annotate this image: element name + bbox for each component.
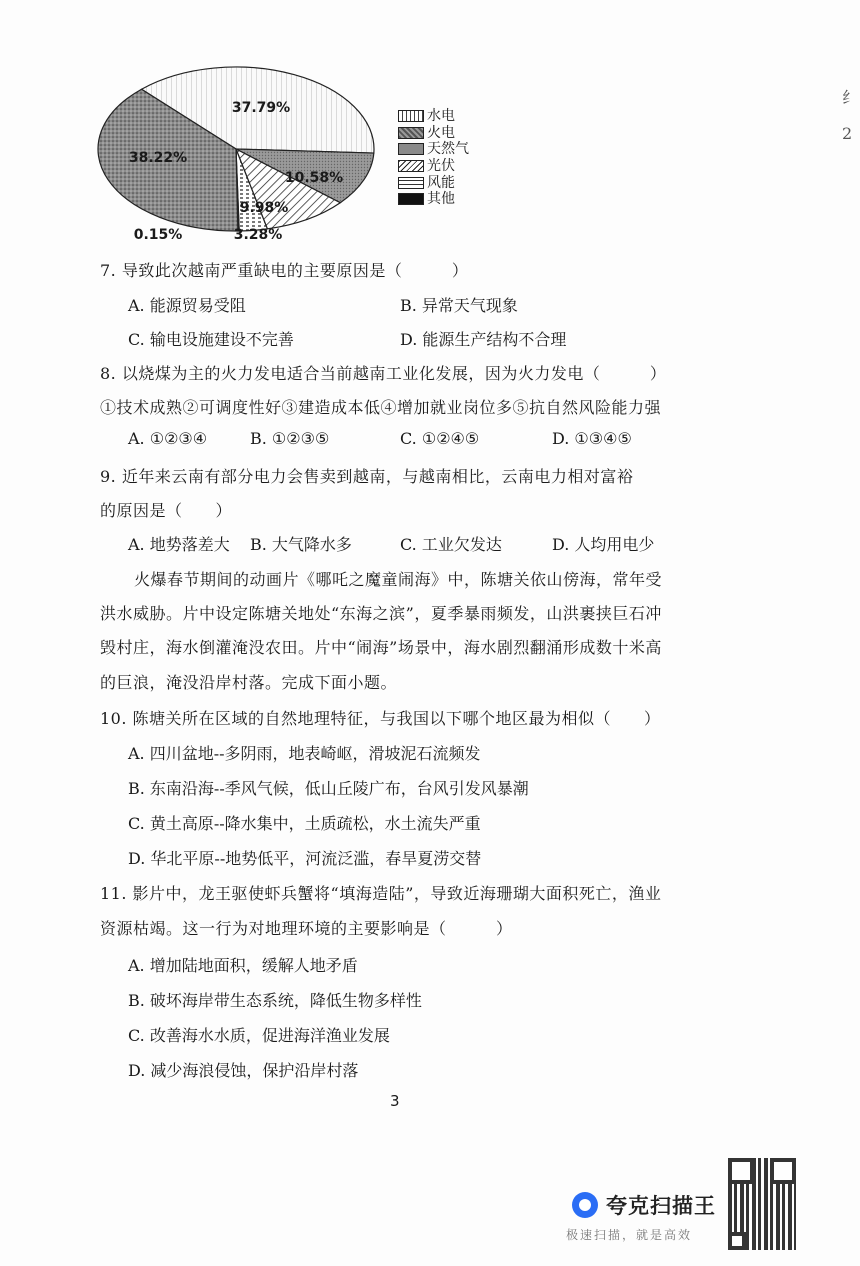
legend-label-other: 其他 (427, 191, 455, 208)
question-8-option-c: C. ①②④⑤ (400, 429, 480, 448)
question-10-option-c: C. 黄土高原--降水集中，土质疏松，水土流失严重 (128, 814, 481, 833)
scanner-watermark (564, 1180, 724, 1250)
pie-label-other: 0.15% (133, 227, 183, 243)
passage-line-3: 毁村庄，海水倒灌淹没农田。片中“闹海”场景中，海水剧烈翻涌形成数十米高 (100, 638, 662, 657)
legend-swatch-hydro (398, 110, 424, 122)
legend-item-other (398, 191, 508, 208)
passage-line-1: 火爆春节期间的动画片《哪吒之魔童闹海》中，陈塘关依山傍海，常年受 (134, 570, 663, 589)
pie-label-hydro: 37.79% (231, 100, 291, 116)
scanner-logo-icon (572, 1192, 598, 1218)
question-10-option-b: B. 东南沿海--季风气候，低山丘陵广布，台风引发风暴潮 (128, 779, 529, 798)
question-10-option-d: D. 华北平原--地势低平，河流泛滥，春旱夏涝交替 (128, 849, 482, 868)
edge-char: 2 (842, 124, 853, 143)
question-9-option-a: A. 地势落差大 (128, 535, 230, 554)
legend-item-gas (398, 141, 508, 158)
question-11-stem-line2: 资源枯竭。这一行为对地理环境的主要影响是（ ） (100, 919, 513, 938)
question-11-option-d: D. 减少海浪侵蚀，保护沿岸村落 (128, 1061, 359, 1080)
question-9-stem-line2: 的原因是（ ） (100, 501, 233, 520)
passage-line-2: 洪水威胁。片中设定陈塘关地处“东海之滨”，夏季暴雨频发，山洪裹挟巨石冲 (100, 604, 662, 623)
legend-label-thermal: 火电 (427, 124, 455, 141)
legend-swatch-solar (398, 160, 424, 172)
question-9-stem-line1: 9. 近年来云南有部分电力会售卖到越南，与越南相比，云南电力相对富裕 (100, 467, 634, 486)
cropped-edge-text (842, 80, 860, 152)
question-11-option-a: A. 增加陆地面积，缓解人地矛盾 (128, 956, 358, 975)
chart-legend (398, 108, 508, 208)
legend-item-hydro (398, 108, 508, 125)
question-9-option-d: D. 人均用电少 (552, 535, 655, 554)
page-number: 3 (390, 1092, 400, 1110)
question-11-option-b: B. 破坏海岸带生态系统，降低生物多样性 (128, 991, 422, 1010)
question-9-option-b: B. 大气降水多 (250, 535, 352, 554)
legend-swatch-thermal (398, 127, 424, 139)
question-8-items: ①技术成熟②可调度性好③建造成本低④增加就业岗位多⑤抗自然风险能力强 (100, 398, 662, 417)
pie-label-wind: 3.28% (233, 227, 283, 243)
question-10-option-a: A. 四川盆地--多阴雨，地表崎岖，滑坡泥石流频发 (128, 744, 481, 763)
pie-label-thermal: 38.22% (128, 150, 188, 166)
edge-char: 纟 (842, 88, 859, 107)
question-7-option-a: A. 能源贸易受阻 (128, 296, 246, 315)
question-8-option-d: D. ①③④⑤ (552, 429, 632, 448)
question-7-option-b: B. 异常天气现象 (400, 296, 518, 315)
watermark-subtitle: 极速扫描，就是高效 (566, 1228, 693, 1242)
question-7-option-d: D. 能源生产结构不合理 (400, 330, 567, 349)
question-7-stem: 7. 导致此次越南严重缺电的主要原因是（ ） (100, 261, 469, 280)
legend-swatch-gas (398, 143, 424, 155)
question-11-stem-line1: 11. 影片中，龙王驱使虾兵蟹将“填海造陆”，导致近海珊瑚大面积死亡，渔业 (100, 884, 662, 903)
question-11-option-c: C. 改善海水水质，促进海洋渔业发展 (128, 1026, 390, 1045)
question-10-stem: 10. 陈塘关所在区域的自然地理特征，与我国以下哪个地区最为相似（ ） (100, 709, 661, 728)
legend-swatch-other (398, 193, 424, 205)
passage-line-4: 的巨浪，淹没沿岸村落。完成下面小题。 (100, 673, 398, 692)
question-9-option-c: C. 工业欠发达 (400, 535, 502, 554)
legend-label-wind: 风能 (427, 174, 455, 191)
legend-swatch-wind (398, 177, 424, 189)
pie-label-solar: 9.98% (239, 200, 289, 216)
question-8-option-b: B. ①②③⑤ (250, 429, 330, 448)
power-structure-pie-chart (96, 64, 396, 244)
pie-label-gas: 10.58% (284, 170, 344, 186)
legend-item-wind (398, 174, 508, 191)
question-8-stem: 8. 以烧煤为主的火力发电适合当前越南工业化发展，因为火力发电（ ） (100, 364, 667, 383)
pie-svg (96, 64, 396, 244)
qr-finder (728, 1232, 746, 1250)
qr-code-icon (728, 1158, 796, 1250)
legend-label-hydro: 水电 (427, 108, 455, 125)
legend-label-gas: 天然气 (427, 141, 469, 158)
legend-item-solar (398, 158, 508, 175)
legend-item-thermal (398, 125, 508, 142)
question-7-option-c: C. 输电设施建设不完善 (128, 330, 294, 349)
watermark-title: 夸克扫描王 (606, 1194, 716, 1218)
legend-label-solar: 光伏 (427, 158, 455, 175)
question-8-option-a: A. ①②③④ (128, 429, 208, 448)
